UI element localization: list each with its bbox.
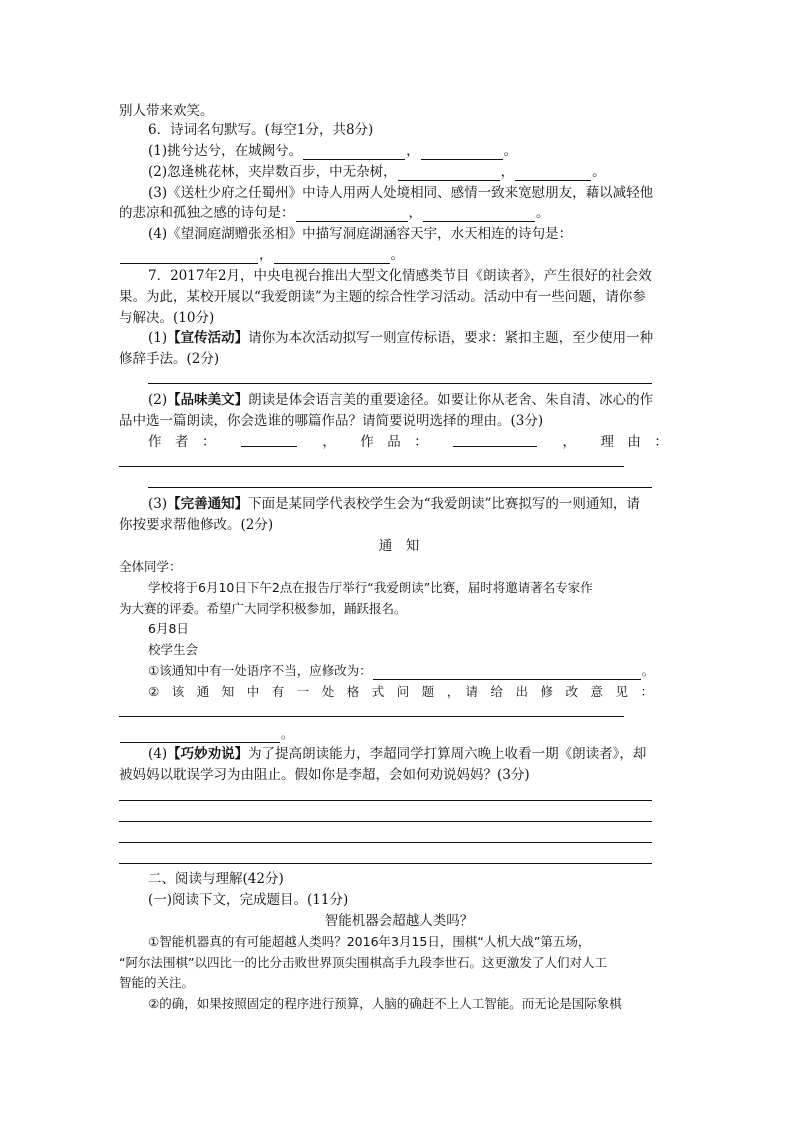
q6-item1-text: (1)挑兮达兮，在城阙兮。 — [148, 143, 303, 159]
q6-title: 6．诗词名句默写。(每空1分，共8分) — [148, 122, 374, 138]
section2-subheading: (一)阅读下文，完成题目。(11分) — [148, 892, 349, 908]
q7-p4-tag: 【巧妙劝说】 — [167, 746, 249, 762]
fix1-line — [148, 662, 654, 680]
q6-item3-line1: (3)《送杜少府之任蜀州》中诗人用两人处境相同、感情一致来宽慰朋友，藉以减轻他 — [148, 185, 654, 201]
q7-p2-rest: 朗读是体会语言美的重要途径。如要让你从老舍、朱自清、冰心的作 — [248, 392, 654, 408]
author-comma: ， — [322, 434, 336, 450]
fix1-text: ①该通知中有一处语序不当，应修改为： — [148, 663, 372, 678]
answer-blank[interactable] — [398, 167, 500, 181]
answer-blank[interactable] — [120, 250, 258, 264]
q7-p2-line1 — [148, 391, 653, 409]
reason-label: 理 由 ： — [600, 434, 668, 450]
q6-item2-sep: ， — [500, 164, 515, 180]
notice-greeting: 全体同学： — [119, 559, 182, 574]
fix2-answer — [119, 725, 294, 743]
q6-item3-text: 的悲凉和孤独之感的诗句是： — [119, 205, 295, 221]
q7-intro-line3: 与解决。(10分) — [119, 310, 215, 326]
notice-title: 通 知 — [378, 538, 420, 554]
q7-p1-rest: 请你为本次活动拟写一则宣传标语，要求：紧扣主题，至少使用一种 — [248, 330, 654, 346]
q7-p4-line2: 被妈妈以耽误学习为由阻止。假如你是李超，会如何劝说妈妈？(3分) — [119, 767, 530, 783]
work-comma: ， — [562, 434, 577, 450]
q6-item3-end: 。 — [536, 205, 550, 221]
article-para2-line1: ②的确，如果按照固定的程序进行预算，人脑的确赶不上人工智能。而无论是国际象棋 — [148, 996, 622, 1011]
q7-p3-rest: 下面是某同学代表校学生会为“我爱朗读”比赛拟写的一则通知，请 — [248, 496, 640, 512]
answer-line[interactable] — [119, 863, 652, 864]
notice-signer: 校学生会 — [148, 642, 199, 657]
notice-date: 6月8日 — [148, 621, 189, 636]
answer-line[interactable] — [119, 842, 652, 843]
q6-item4-sep: ， — [259, 247, 273, 263]
q6-item2-text: (2)忽逢桃花林，夹岸数百步，中无杂树， — [148, 164, 397, 180]
answer-blank[interactable] — [303, 146, 405, 160]
answer-blank[interactable] — [421, 146, 503, 160]
author-label: 作 者 ： — [148, 434, 216, 450]
fix2-line: ② 该 通 知 中 有 一 处 格 式 问 题 ， 请 给 出 修 改 意 见 ： — [148, 684, 653, 699]
q6-item3-line2 — [119, 204, 550, 222]
section2-heading: 二、阅读与理解(42分) — [148, 871, 284, 887]
q6-item4-line2 — [119, 246, 404, 264]
article-para1-line3: 智能的关注。 — [119, 975, 195, 990]
work-blank[interactable] — [453, 433, 537, 447]
q7-p1-num: (1) — [148, 330, 168, 346]
q7-p2-num: (2) — [148, 392, 168, 408]
q7-p3-num: (3) — [148, 496, 168, 512]
article-para1-line2: “阿尔法围棋”以四比一的比分击败世界顶尖围棋高手九段李世石。这更激发了人们对人工 — [119, 955, 607, 970]
answer-line[interactable] — [119, 821, 652, 822]
answer-line[interactable] — [119, 800, 652, 801]
q6-item1-end: 。 — [503, 143, 518, 159]
q7-p4-line1 — [148, 745, 646, 763]
q6-item1-sep: ， — [406, 143, 420, 159]
q7-p4-num: (4) — [148, 746, 168, 762]
answer-line[interactable] — [119, 466, 624, 467]
article-title: 智能机器会超越人类吗？ — [324, 913, 474, 929]
q7-intro-line2: 果。为此，某校开展以“我爱朗读”为主题的综合性学习活动。活动中有一些问题，请你参 — [119, 289, 646, 305]
q6-item2-end: 。 — [592, 164, 606, 180]
answer-blank[interactable] — [373, 666, 641, 680]
work-label: 作 品 ： — [360, 434, 428, 450]
answer-blank[interactable] — [515, 167, 591, 181]
q7-p1-line1 — [148, 329, 653, 347]
article-para1-line1: ①智能机器真的有可能超越人类吗？2016年3月15日，围棋“人机大战”第五场， — [148, 934, 591, 949]
q6-item2 — [148, 163, 606, 181]
answer-line[interactable] — [148, 383, 652, 384]
q7-p2-line2: 品中选一篇朗读，你会选谁的哪篇作品？请简要说明选择的理由。(3分) — [119, 413, 544, 429]
q6-item4-end: 。 — [390, 247, 404, 263]
answer-blank[interactable] — [274, 250, 390, 264]
q6-item3-sep: ， — [408, 205, 422, 221]
q7-p2-tag: 【品味美文】 — [167, 392, 249, 408]
answer-blank[interactable] — [296, 208, 408, 222]
q7-p1-line2: 修辞手法。(2分) — [119, 351, 220, 367]
q6-item4-line1: (4)《望洞庭湖赠张丞相》中描写洞庭湖涵容天宇，水天相连的诗句是： — [148, 226, 573, 242]
answer-line[interactable] — [119, 716, 624, 717]
q7-intro-line1: 7．2017年2月，中央电视台推出大型文化情感类节目《朗读者》，产生很好的社会效 — [148, 268, 652, 284]
q7-p3-tag: 【完善通知】 — [167, 496, 249, 512]
q7-p1-tag: 【宣传活动】 — [167, 330, 249, 346]
notice-body-line2: 为大赛的评委。希望广大同学积极参加，踊跃报名。 — [119, 601, 407, 616]
q7-p3-line1 — [148, 495, 640, 513]
answer-line[interactable] — [148, 487, 652, 488]
q6-item1 — [148, 142, 517, 160]
top-line: 别人带来欢笑。 — [119, 103, 214, 119]
answer-blank[interactable] — [423, 208, 535, 222]
fix1-end: 。 — [641, 663, 655, 678]
notice-body-line1: 学校将于6月10日下午2点在报告厅举行“我爱朗读”比赛，届时将邀请著名专家作 — [148, 580, 593, 595]
fix2-end: 。 — [281, 726, 294, 741]
q7-p4-rest: 为了提高朗读能力，李超同学打算周六晚上收看一期《朗读者》，却 — [248, 746, 647, 762]
q7-p3-line2: 你按要求帮他修改。(2分) — [119, 517, 274, 533]
q7-p2-fields — [148, 433, 668, 451]
author-blank[interactable] — [241, 433, 297, 447]
answer-blank[interactable] — [120, 729, 280, 743]
